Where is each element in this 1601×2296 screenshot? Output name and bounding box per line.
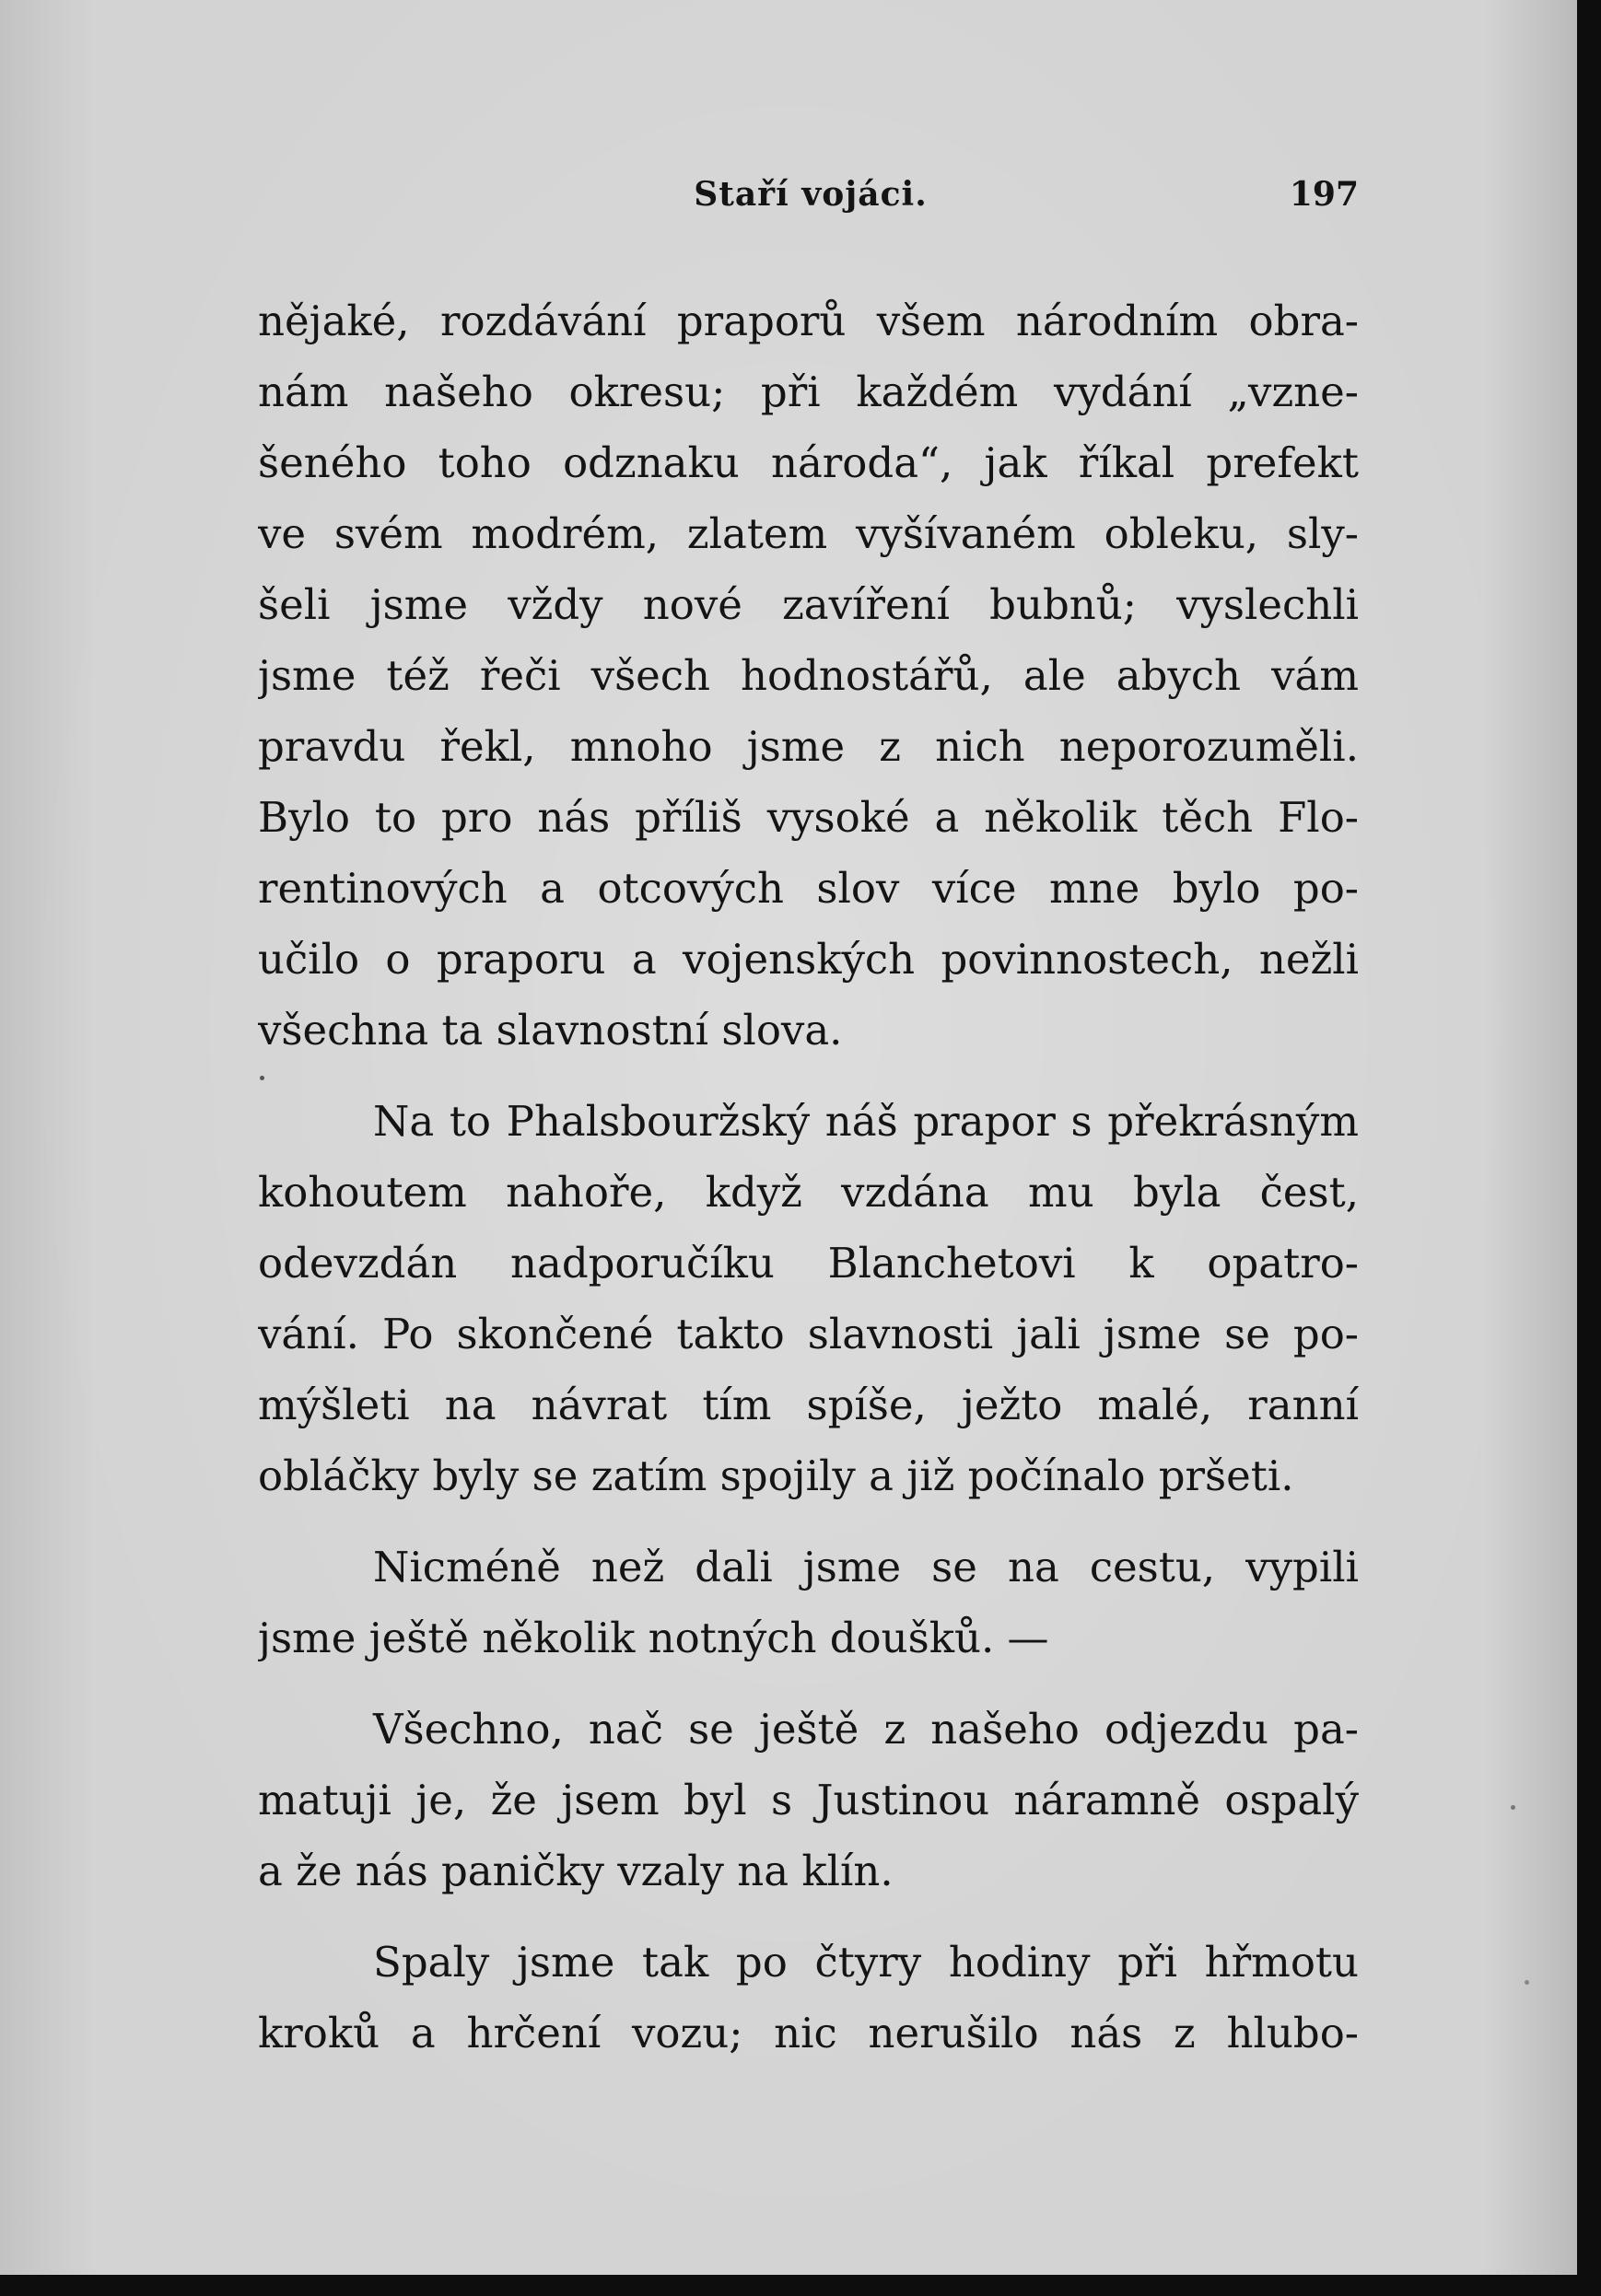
text-line: pravdu řekl, mnoho jsme z nich neporozuměli. [258, 722, 1359, 771]
text-line: rentinových a otcových slov více mne bylo po- [258, 864, 1359, 913]
running-head [263, 175, 1359, 221]
text-line: Na to Phalsbouržský náš prapor s překrásným [373, 1097, 1359, 1146]
text-line: a že nás paničky vzaly na klín. [258, 1847, 894, 1895]
text-line: matuji je, že jsem byl s Justinou náramně ospalý [258, 1776, 1359, 1824]
paper-speck [1511, 1805, 1515, 1810]
text-line: jsme ještě několik notných doušků. — [258, 1614, 1049, 1662]
paragraph [258, 1694, 1359, 1906]
paper-speck [1525, 1980, 1529, 1985]
text-line: jsme též řeči všech hodnostářů, ale abych vám [258, 651, 1359, 700]
text-line: všechna ta slavnostní slova. [258, 1006, 843, 1055]
text-line: Spaly jsme tak po čtyry hodiny při hřmotu [373, 1938, 1359, 1987]
text-line: vání. Po skončené takto slavnosti jali jsme se po- [258, 1310, 1359, 1358]
text-line: nějaké, rozdávání praporů všem národním obra- [258, 297, 1359, 345]
paragraph-gap [258, 1066, 1359, 1086]
paragraph [258, 1927, 1359, 2069]
text-line: odevzdán nadporučíku Blanchetovi k opatro- [258, 1239, 1359, 1288]
text-line: kroků a hrčení vozu; nic nerušilo nás z hlubo- [258, 2009, 1359, 2057]
paragraph [258, 1532, 1359, 1673]
text-line: Bylo to pro nás příliš vysoké a několik těch Flo- [258, 793, 1359, 842]
text-line: nám našeho okresu; při každém vydání „vzne- [258, 367, 1359, 416]
text-line: ve svém modrém, zlatem vyšívaném obleku, sly- [258, 509, 1359, 558]
text-line: šeli jsme vždy nové zavíření bubnů; vyslechli [258, 580, 1359, 629]
paper-speck [260, 1076, 264, 1080]
body-text [258, 286, 1359, 2069]
text-line: Všechno, nač se ještě z našeho odjezdu pa- [373, 1705, 1359, 1754]
text-line: Nicméně než dali jsme se na cestu, vypili [373, 1543, 1359, 1591]
page-number: 197 [1289, 175, 1359, 214]
text-line: kohoutem nahoře, když vzdána mu byla čest, [258, 1168, 1359, 1217]
paragraph-gap [258, 1906, 1359, 1927]
paragraph [258, 1086, 1359, 1511]
text-line: mýšleti na návrat tím spíše, ježto malé, ranní [258, 1381, 1359, 1429]
text-line: učilo o praporu a vojenských povinnostech, nežli [258, 935, 1359, 984]
paragraph-gap [258, 1511, 1359, 1532]
paragraph-gap [258, 1673, 1359, 1694]
running-head-title: Staří vojáci. [694, 175, 928, 214]
text-line: šeného toho odznaku národa“, jak říkal prefekt [258, 438, 1359, 487]
text-line: obláčky byly se zatím spojily a již počínalo pršeti. [258, 1451, 1294, 1500]
paragraph [258, 286, 1359, 1066]
